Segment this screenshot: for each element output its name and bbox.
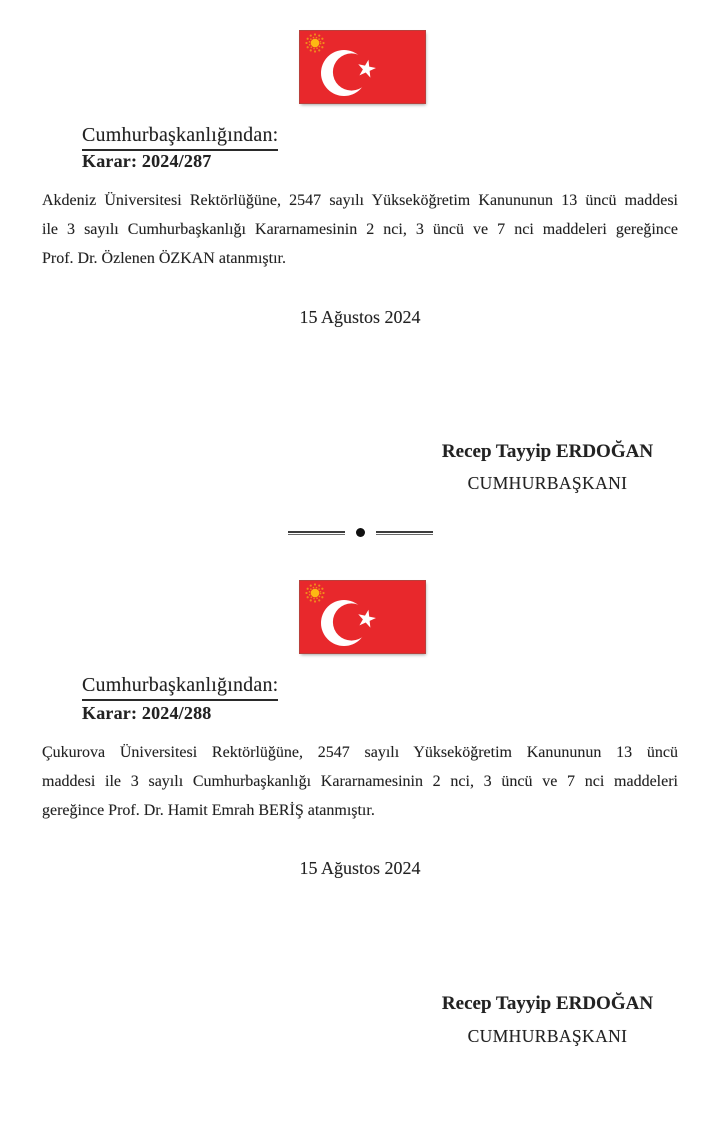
turkish-presidential-flag-image [300,31,425,103]
decree-2-body-text: Çukurova Üniversitesi Rektörlüğüne, 2547 sayılı Yükseköğretim Kanununun 13 üncü maddesi ile 3 sayılı Cumhurbaşkanlığı Kararnamesinin 2 nci, 3 üncü ve 7 nci maddeleri gereğince Prof. Dr. Hamit Emrah BERİŞ atanmıştır. [42,744,678,819]
agency-heading-text: Cumhurbaşkanlığından: [82,124,278,151]
decree-2-signature-block [420,993,675,1047]
crescent-star-sun-icon [300,31,425,103]
signer-title: CUMHURBAŞKANI [467,473,628,493]
separator-left-rule [288,531,345,535]
decree-separator [0,528,720,537]
decree-2-date: 15 Ağustos 2024 [299,858,421,878]
turkish-presidential-flag-image [300,581,425,653]
separator-right-rule [376,531,433,535]
crescent-star-sun-icon [300,581,425,653]
signer-name: Recep Tayyip ERDOĞAN [441,993,654,1014]
decree-1-signature-block [420,441,675,494]
signer-title: CUMHURBAŞKANI [467,1026,628,1046]
decree-1-date: 15 Ağustos 2024 [299,307,421,327]
signer-name: Recep Tayyip ERDOĞAN [441,441,654,462]
decree-2-decision-number: Karar: 2024/288 [82,703,212,723]
decree-1-decision-number: Karar: 2024/287 [82,151,212,171]
separator-dot-icon [356,528,365,537]
decree-2-agency-heading [82,674,278,701]
decree-1-agency-heading [82,124,278,151]
agency-heading-text: Cumhurbaşkanlığından: [82,674,278,701]
decree-1-body-text: Akdeniz Üniversitesi Rektörlüğüne, 2547 sayılı Yükseköğretim Kanununun 13 üncü maddesi ile 3 sayılı Cumhurbaşkanlığı Kararnamesinin 2 nci, 3 üncü ve 7 nci maddeleri gereğince Prof. Dr. Özlenen ÖZKAN atanmıştır. [42,192,678,267]
